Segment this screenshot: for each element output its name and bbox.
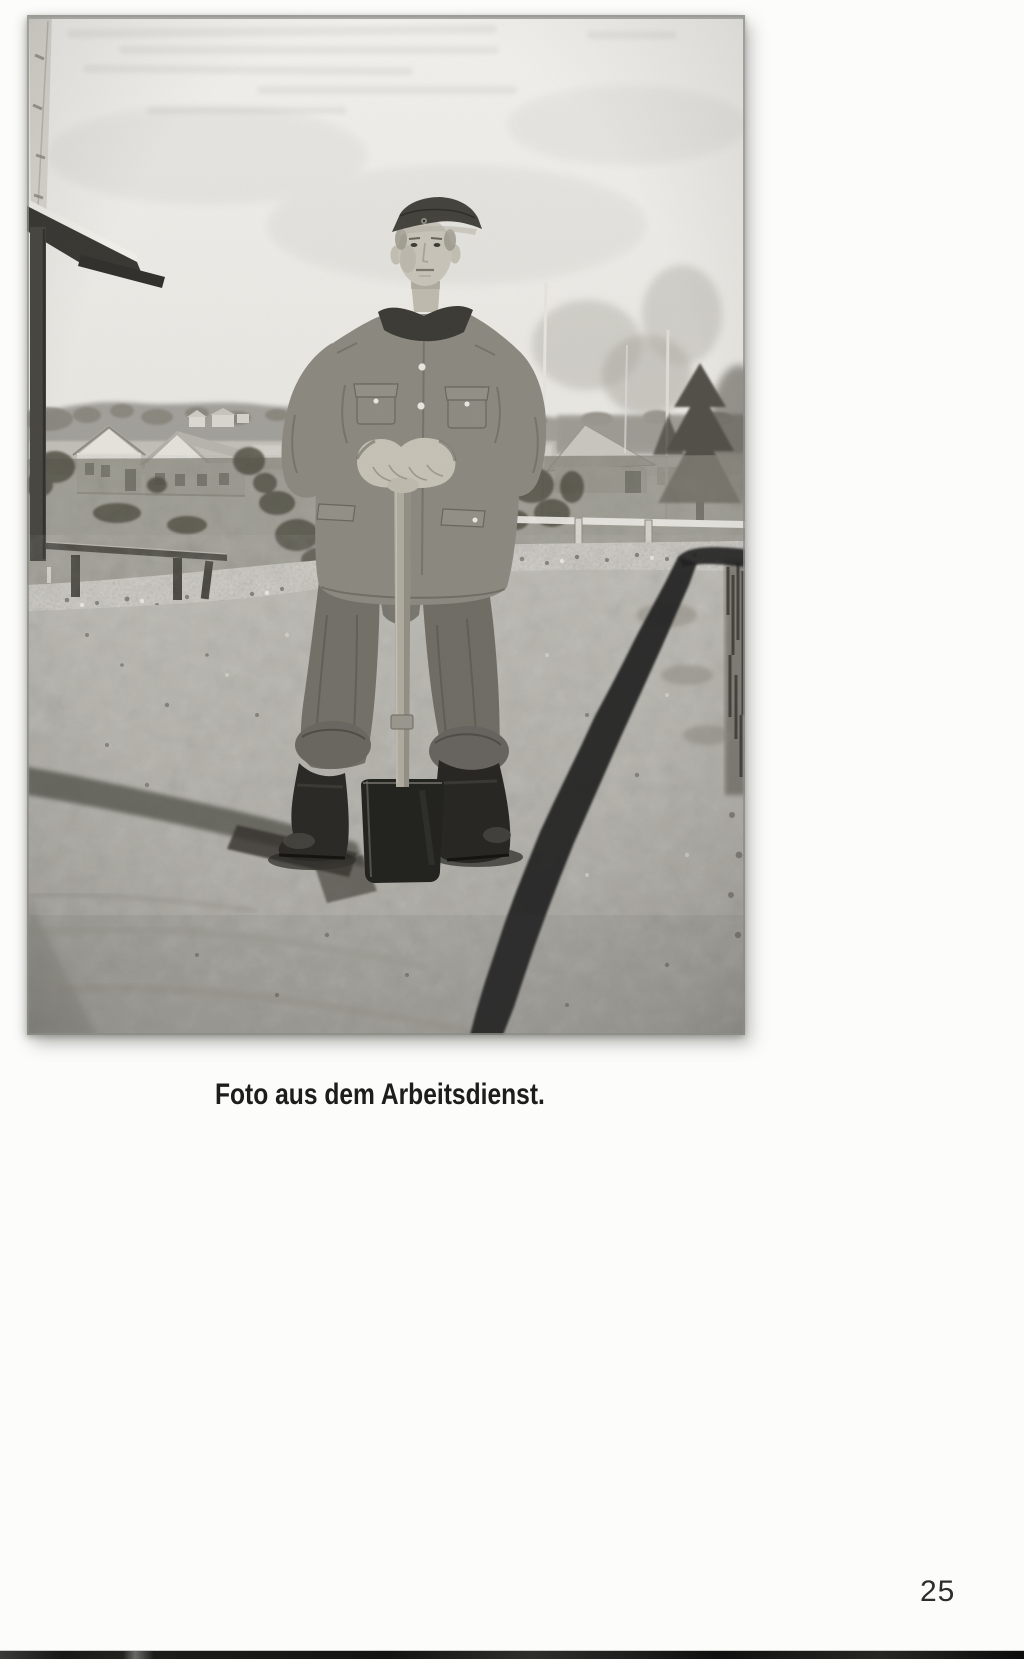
page-bottom-scan-edge <box>0 1651 1024 1659</box>
photo-top-edge <box>27 15 745 19</box>
page-number: 25 <box>920 1575 956 1608</box>
photograph-frame <box>27 15 745 1035</box>
photo-caption: Foto aus dem Arbeitsdienst. <box>215 1078 545 1111</box>
photo-image <box>27 15 745 1035</box>
photo-grain <box>27 15 745 1035</box>
